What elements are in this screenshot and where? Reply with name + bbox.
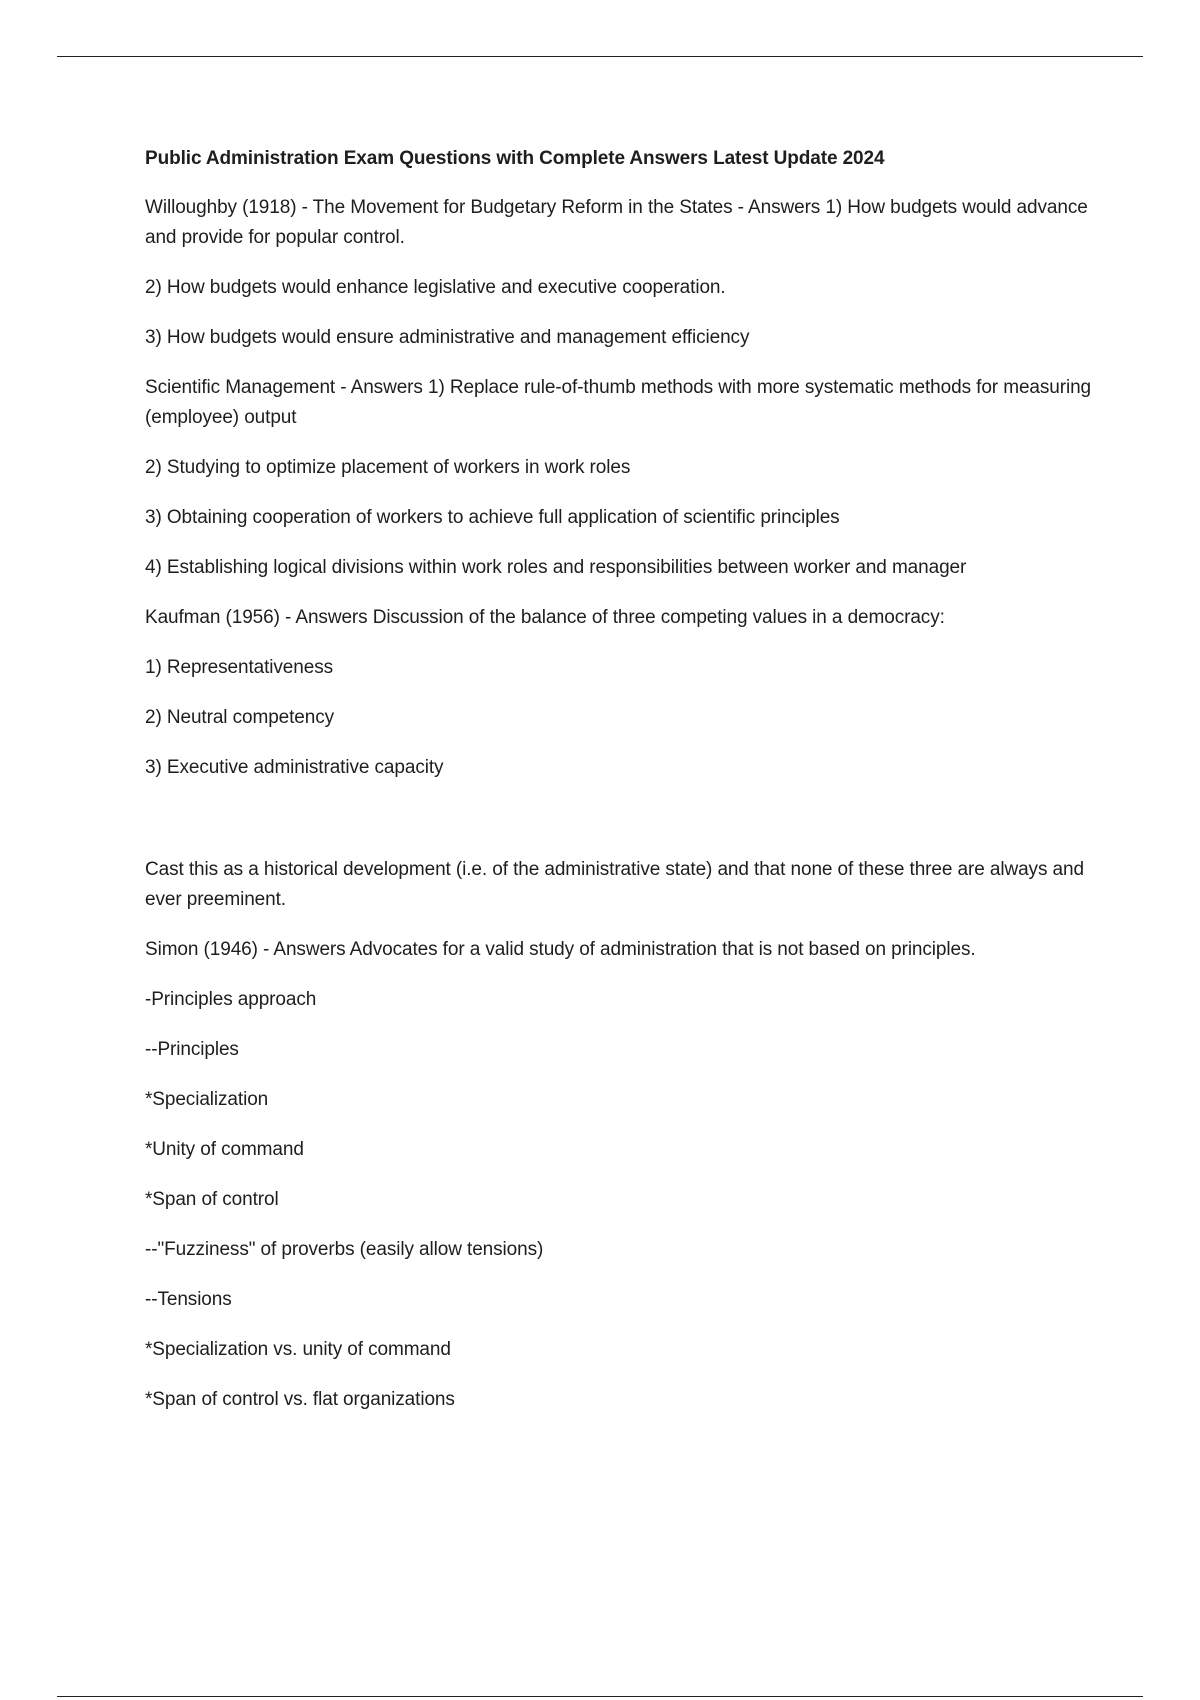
paragraph-representativeness: 1) Representativeness [145, 657, 334, 678]
paragraph-historical-development: Cast this as a historical development (i.e. of the administrative state) and that none of these three are always and ever preeminent. [145, 859, 1084, 910]
paragraph-specialization: *Specialization [145, 1089, 269, 1110]
footer-rule [57, 1696, 1143, 1697]
paragraph-neutral-competency: 2) Neutral competency [145, 707, 335, 728]
paragraph-fuzziness: --"Fuzziness" of proverbs (easily allow tensions) [145, 1239, 544, 1260]
header-rule [57, 56, 1143, 57]
paragraph-kaufman: Kaufman (1956) - Answers Discussion of the balance of three competing values in a democracy: [145, 607, 945, 628]
paragraph-executive-capacity: 3) Executive administrative capacity [145, 757, 444, 778]
paragraph-worker-placement: 2) Studying to optimize placement of workers in work roles [145, 457, 631, 478]
paragraph-principles-approach: -Principles approach [145, 989, 317, 1010]
paragraph-budget-efficiency: 3) How budgets would ensure administrative and management efficiency [145, 327, 750, 348]
paragraph-worker-cooperation: 3) Obtaining cooperation of workers to achieve full application of scientific principles [145, 507, 840, 528]
paragraph-simon: Simon (1946) - Answers Advocates for a valid study of administration that is not based on principles. [145, 939, 976, 960]
paragraph-budget-cooperation: 2) How budgets would enhance legislative and executive cooperation. [145, 277, 726, 298]
paragraph-scientific-management: Scientific Management - Answers 1) Replace rule-of-thumb methods with more systematic methods for measuring (employee) output [145, 377, 1092, 428]
paragraph-specialization-vs-unity: *Specialization vs. unity of command [145, 1339, 451, 1360]
paragraph-willoughby: Willoughby (1918) - The Movement for Budgetary Reform in the States - Answers 1) How budgets would advance and provide for popular control. [145, 197, 1088, 248]
paragraph-tensions: --Tensions [145, 1289, 232, 1310]
blank-line [145, 803, 1100, 855]
document-body [145, 144, 1100, 1435]
paragraph-logical-divisions: 4) Establishing logical divisions within work roles and responsibilities between worker and manager [145, 557, 967, 578]
document-title: Public Administration Exam Questions with Complete Answers Latest Update 2024 [145, 148, 885, 169]
paragraph-unity-of-command: *Unity of command [145, 1139, 304, 1160]
paragraph-span-of-control: *Span of control [145, 1189, 279, 1210]
paragraph-principles: --Principles [145, 1039, 239, 1060]
paragraph-span-vs-flat: *Span of control vs. flat organizations [145, 1389, 455, 1410]
